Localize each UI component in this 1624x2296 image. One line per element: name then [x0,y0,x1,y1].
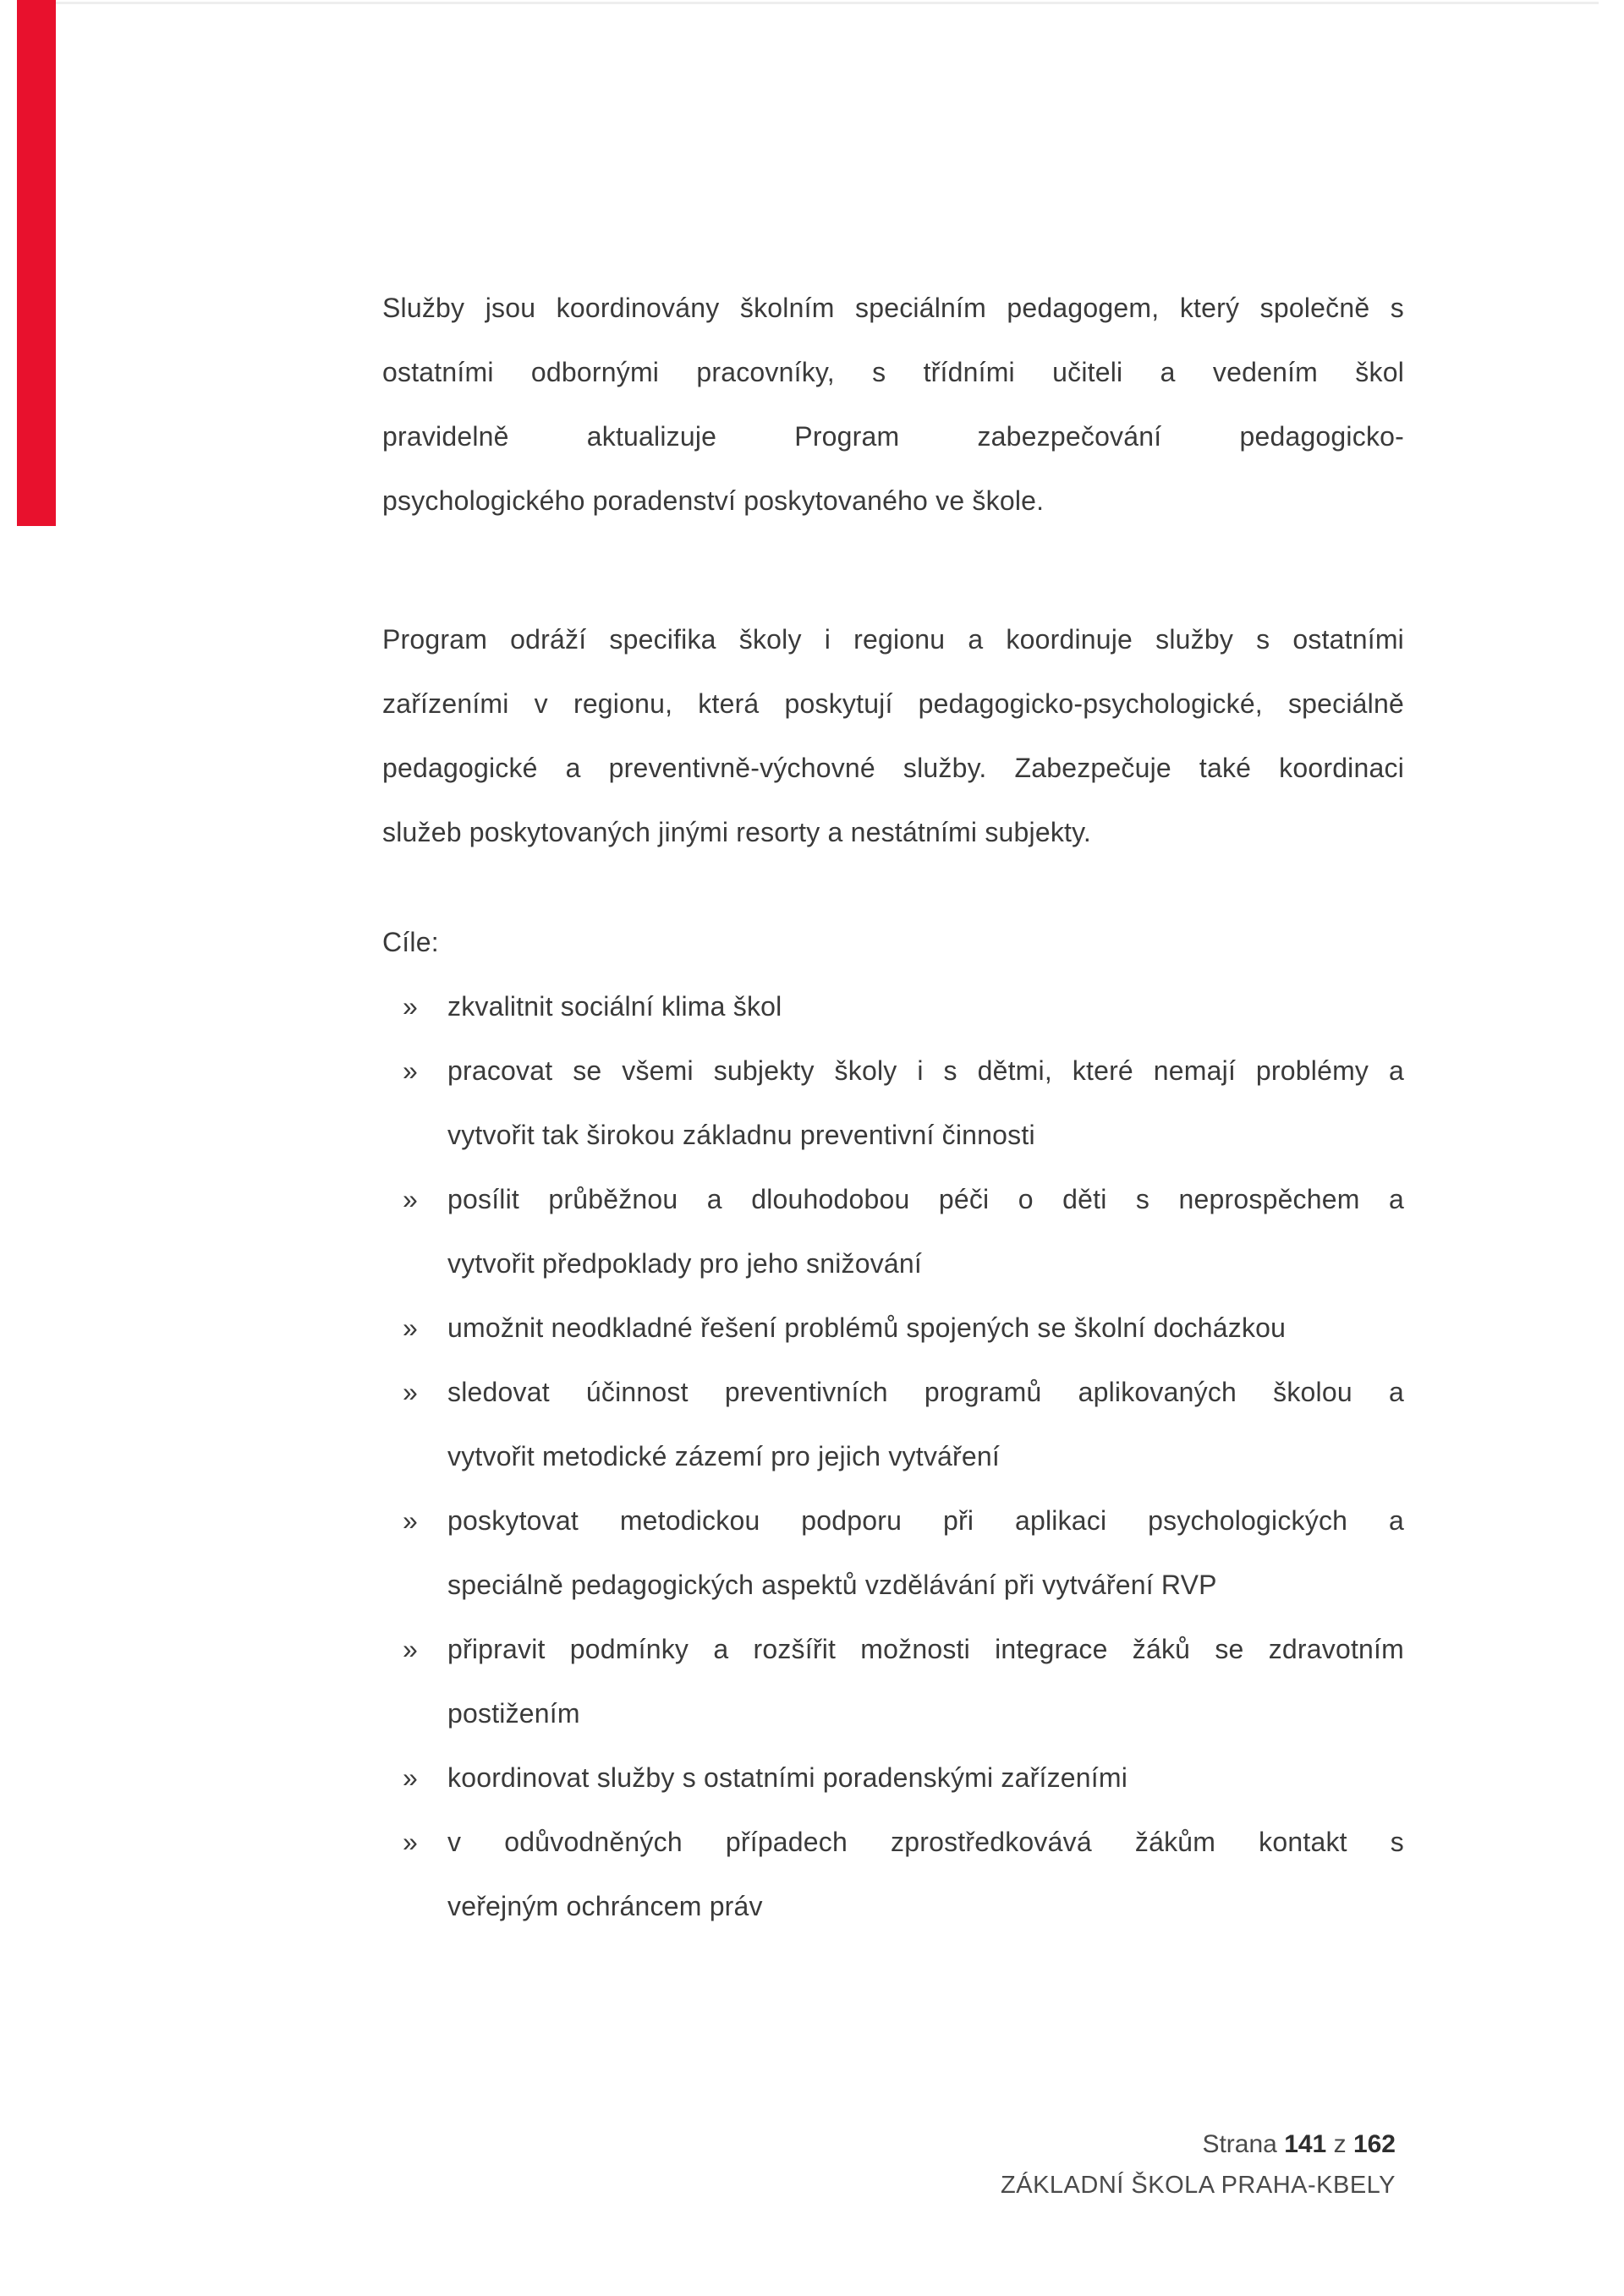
paragraph-2 [382,607,1404,864]
goal-line: v odůvodněných případech zprostředkovává žákům kontakt s [447,1827,1404,1857]
bullet-marker: » [403,1827,418,1857]
bullet-marker: » [403,1312,418,1343]
goal-item [382,1167,1404,1296]
paragraph-1 [382,276,1404,533]
goal-item [382,974,1404,1038]
goal-line: vytvořit metodické zázemí pro jejich vytváření [447,1441,1000,1471]
goal-item [382,1360,1404,1488]
goal-line: umožnit neodkladné řešení problémů spojených se školní docházkou [447,1312,1287,1343]
bullet-marker: » [403,1184,418,1214]
goal-item [382,1617,1404,1745]
bullet-marker: » [403,991,418,1022]
goal-line: vytvořit tak širokou základnu preventivní činnosti [447,1120,1035,1150]
paragraph-line: Služby jsou koordinovány školním speciálním pedagogem, který společně s [382,293,1404,323]
page-number-of-label: z [1333,2130,1347,2158]
page-number-total: 162 [1352,2130,1396,2158]
paragraph-line: pravidelně aktualizuje Program zabezpečování pedagogicko- [382,421,1404,452]
goal-line: zkvalitnit sociální klima škol [447,991,782,1022]
paragraph-line: psychologického poradenství poskytovaného ve škole. [382,485,1045,516]
page-number-current: 141 [1284,2130,1327,2158]
goal-line: veřejným ochráncem práv [447,1891,763,1921]
goal-line: speciálně pedagogických aspektů vzdělávání při vytváření RVP [447,1570,1217,1600]
goal-line: sledovat účinnost preventivních programů aplikovaných školou a [447,1377,1404,1407]
bullet-marker: » [403,1634,418,1664]
goal-item [382,1745,1404,1810]
red-margin-bar [17,0,56,526]
bullet-marker: » [403,1377,418,1407]
paragraph-line: pedagogické a preventivně-výchovné služby. Zabezpečuje také koordinaci [382,753,1404,783]
school-name: ZÁKLADNÍ ŠKOLA PRAHA-KBELY [1001,2172,1396,2199]
goal-item [382,1296,1404,1360]
goal-line: posílit průběžnou a dlouhodobou péči o děti s neprospěchem a [447,1184,1404,1214]
goal-item [382,1038,1404,1167]
bullet-marker: » [403,1762,418,1793]
goal-line: koordinovat služby s ostatními poradenskými zařízeními [447,1762,1128,1793]
goal-item [382,1488,1404,1617]
goal-line: poskytovat metodickou podporu při aplikaci psychologických a [447,1505,1404,1536]
scan-artifact-line [25,2,1599,4]
goal-item [382,1810,1404,1938]
paragraph-line: Program odráží specifika školy i regionu a koordinuje služby s ostatními [382,624,1404,655]
goals-heading: Cíle: [382,927,439,957]
goal-line: postižením [447,1698,580,1729]
bullet-marker: » [403,1505,418,1536]
page-number-label: Strana [1202,2130,1277,2158]
bullet-marker: » [403,1055,418,1086]
goal-line: pracovat se všemi subjekty školy i s dětmi, které nemají problémy a [447,1055,1404,1086]
paragraph-line: služeb poskytovaných jinými resorty a nestátními subjekty. [382,817,1092,847]
page-number-line [1001,2124,1396,2165]
paragraph-line: ostatními odbornými pracovníky, s třídními učiteli a vedením škol [382,357,1404,387]
goal-line: připravit podmínky a rozšířit možnosti integrace žáků se zdravotním [447,1634,1404,1664]
paragraph-line: zařízeními v regionu, která poskytují pedagogicko-psychologické, speciálně [382,688,1404,719]
goal-line: vytvořit předpoklady pro jeho snižování [447,1248,922,1279]
page-footer [1001,2124,1396,2206]
goals-list [382,974,1404,1938]
